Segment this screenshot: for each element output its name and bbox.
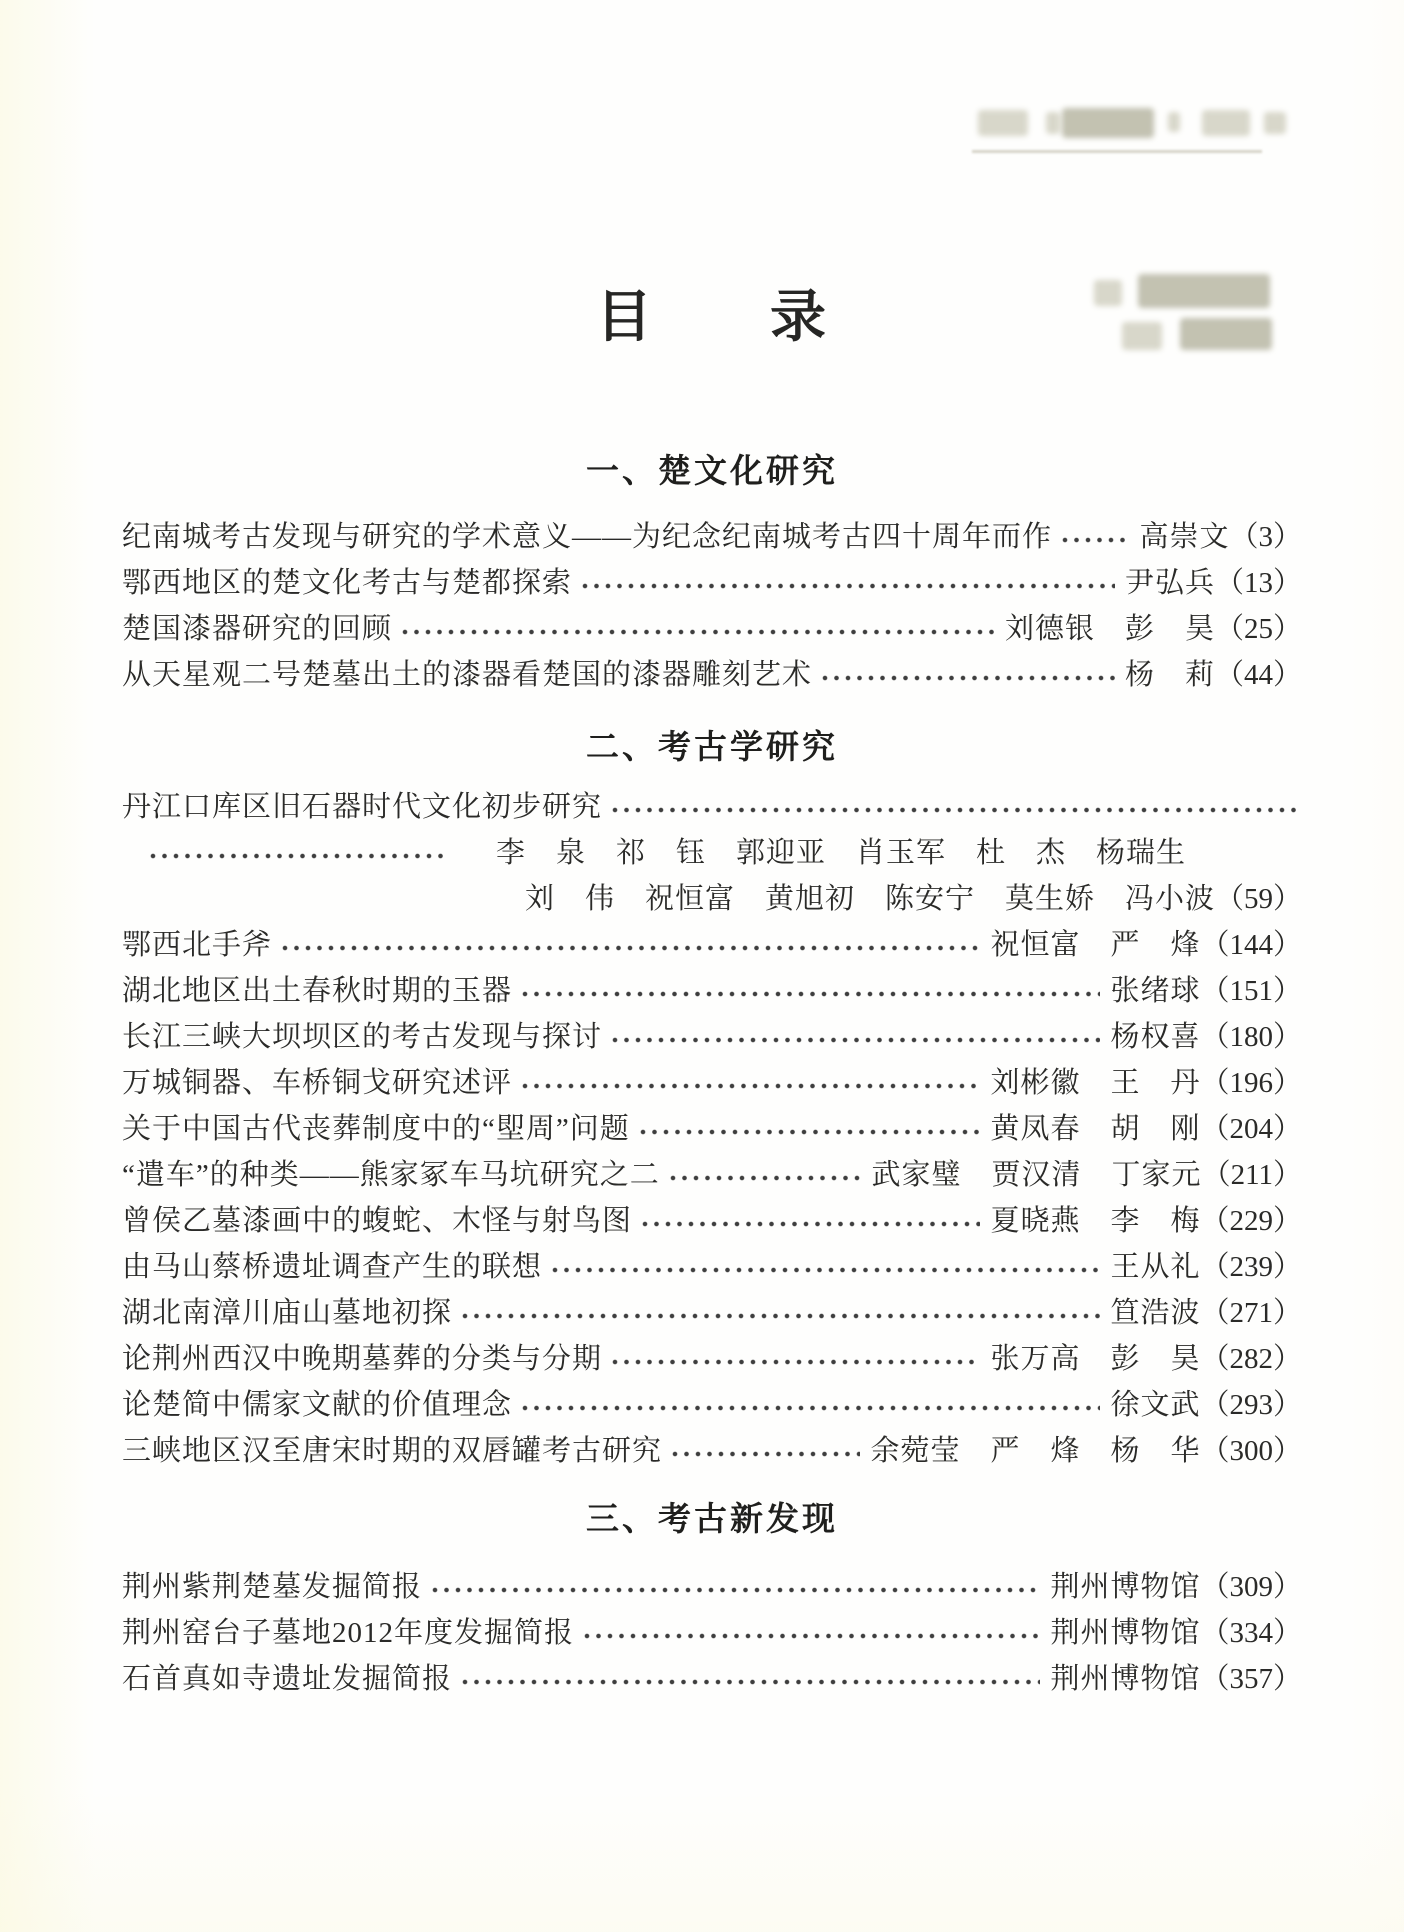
toc-entry-authors-row — [122, 830, 1302, 876]
entry-title: 论荆州西汉中晚期墓葬的分类与分期 — [122, 1343, 603, 1375]
toc-entry — [122, 652, 1302, 698]
entry-authors: 李 泉 祁 钰 郭迎亚 肖玉军 杜 杰 杨瑞生 — [496, 837, 1187, 869]
dot-leader — [638, 1106, 981, 1152]
entry-title: 丹江口库区旧石器时代文化初步研究 — [122, 791, 603, 823]
entry-page-number: （300） — [1200, 1435, 1302, 1467]
dot-leader — [520, 1060, 980, 1106]
toc-entry — [122, 1106, 1302, 1152]
entry-title: 关于中国古代丧葬制度中的“堲周”问题 — [122, 1113, 630, 1145]
entry-authors: 杨 莉 — [1124, 659, 1215, 691]
dot-leader — [550, 1244, 1100, 1290]
entry-page-number: （196） — [1200, 1067, 1302, 1099]
entry-page-number: （334） — [1200, 1617, 1302, 1649]
entry-right-group — [990, 1204, 1302, 1238]
toc-entry — [122, 1564, 1302, 1610]
entry-title: 鄂西地区的楚文化考古与楚都探索 — [122, 567, 573, 599]
toc-entry — [122, 1152, 1302, 1198]
entry-title: 鄂西北手斧 — [122, 929, 273, 961]
entry-title: 曾侯乙墓漆画中的蝮蛇、木怪与射鸟图 — [122, 1205, 633, 1237]
entry-authors: 夏晓燕 李 梅 — [990, 1205, 1201, 1237]
dot-leader — [1060, 514, 1129, 560]
dot-leader — [148, 830, 448, 876]
toc-entry — [122, 514, 1302, 560]
entry-right-group — [990, 1112, 1302, 1146]
toc-list — [122, 514, 1302, 698]
toc-sections — [122, 452, 1302, 1702]
entry-page-number: （293） — [1200, 1389, 1302, 1421]
entry-page-number: （144） — [1200, 929, 1302, 961]
entry-page-number: （204） — [1200, 1113, 1302, 1145]
entry-page-number: （271） — [1200, 1297, 1302, 1329]
section-header: 三、考古新发现 — [586, 1500, 838, 1537]
entry-authors: 张万高 彭 昊 — [990, 1343, 1201, 1375]
entry-authors: 刘 伟 祝恒富 黄旭初 陈安宁 莫生娇 冯小波 — [524, 883, 1215, 915]
entry-page-number: （44） — [1214, 659, 1302, 691]
dot-leader — [582, 1610, 1040, 1656]
toc-entry — [122, 1290, 1302, 1336]
toc-entry — [122, 784, 1302, 830]
dot-leader — [430, 1564, 1040, 1610]
dot-leader — [460, 1290, 1100, 1336]
entry-authors: 刘彬徽 王 丹 — [990, 1067, 1201, 1099]
entry-title: 湖北南漳川庙山墓地初探 — [122, 1297, 453, 1329]
dot-leader — [460, 1656, 1040, 1702]
entry-right-group — [1050, 1616, 1302, 1650]
toc-entry — [122, 1656, 1302, 1702]
entry-page-number: （239） — [1200, 1251, 1302, 1283]
entry-authors: 笪浩波 — [1110, 1297, 1201, 1329]
entry-title: 论楚简中儒家文献的价值理念 — [122, 1389, 513, 1421]
toc-entry — [122, 1428, 1302, 1474]
entry-title: 万城铜器、车桥铜戈研究述评 — [122, 1067, 513, 1099]
entry-authors: 荆州博物馆 — [1050, 1571, 1201, 1603]
dot-leader — [820, 652, 1115, 698]
entry-right-group — [872, 1158, 1302, 1192]
entry-page-number: （25） — [1214, 613, 1302, 645]
entry-title: “遣车”的种类——熊家冢车马坑研究之二 — [122, 1159, 660, 1191]
dot-leader — [400, 606, 995, 652]
dot-leader — [610, 1014, 1100, 1060]
entry-page-number: （151） — [1200, 975, 1302, 1007]
entry-authors: 荆州博物馆 — [1050, 1663, 1201, 1695]
toc-entry — [122, 1198, 1302, 1244]
toc-entry — [122, 1060, 1302, 1106]
dot-leader — [640, 1198, 980, 1244]
toc-entry — [122, 560, 1302, 606]
entry-authors: 武家璧 贾汉清 丁家元 — [871, 1159, 1202, 1191]
entry-right-group — [1110, 974, 1302, 1008]
toc-entry — [122, 606, 1302, 652]
entry-right-group — [990, 928, 1302, 962]
entry-right-group — [1125, 566, 1302, 600]
entry-right-group — [1110, 1388, 1302, 1422]
entry-title: 从天星观二号楚墓出土的漆器看楚国的漆器雕刻艺术 — [122, 659, 813, 691]
entry-title: 荆州窑台子墓地2012年度发掘简报 — [122, 1617, 575, 1649]
entry-page-number: （282） — [1200, 1343, 1302, 1375]
entry-right-group — [990, 1342, 1302, 1376]
entry-page-number: （309） — [1200, 1571, 1302, 1603]
entry-title: 纪南城考古发现与研究的学术意义——为纪念纪南城考古四十周年而作 — [122, 521, 1053, 553]
entry-authors: 高崇文 — [1139, 521, 1230, 553]
entry-authors: 祝恒富 严 烽 — [990, 929, 1201, 961]
dot-leader — [610, 1336, 980, 1382]
entry-page-number: （59） — [1214, 883, 1302, 915]
entry-authors: 王从礼 — [1110, 1251, 1201, 1283]
entry-authors: 尹弘兵 — [1124, 567, 1215, 599]
dot-leader — [520, 1382, 1100, 1428]
toc-entry — [122, 968, 1302, 1014]
entry-title: 由马山蔡桥遗址调查产生的联想 — [122, 1251, 543, 1283]
entry-page-number: （180） — [1200, 1021, 1302, 1053]
entry-right-group — [1110, 1250, 1302, 1284]
entry-right-group — [1050, 1662, 1302, 1696]
dot-leader — [670, 1428, 860, 1474]
entry-authors: 杨权喜 — [1110, 1021, 1201, 1053]
entry-authors: 刘德银 彭 昊 — [1004, 613, 1215, 645]
toc-entry — [122, 1336, 1302, 1382]
entry-authors: 余菀莹 严 烽 杨 华 — [870, 1435, 1201, 1467]
toc-entry — [122, 1014, 1302, 1060]
entry-title: 荆州紫荆楚墓发掘简报 — [122, 1571, 423, 1603]
toc-entry — [122, 1382, 1302, 1428]
section-header: 一、楚文化研究 — [586, 452, 838, 489]
toc-list — [122, 784, 1302, 1474]
dot-leader — [668, 1152, 862, 1198]
entry-right-group — [1050, 1570, 1302, 1604]
entry-title: 楚国漆器研究的回顾 — [122, 613, 393, 645]
section-header: 二、考古学研究 — [586, 728, 838, 765]
entry-right-group — [1139, 520, 1302, 554]
entry-right-group — [1110, 1296, 1302, 1330]
entry-title: 长江三峡大坝坝区的考古发现与探讨 — [122, 1021, 603, 1053]
dot-leader — [520, 968, 1100, 1014]
toc-entry — [122, 1244, 1302, 1290]
entry-authors: 黄凤春 胡 刚 — [990, 1113, 1201, 1145]
entry-authors: 张绪球 — [1110, 975, 1201, 1007]
entry-page-number: （3） — [1229, 521, 1302, 553]
entry-authors: 徐文武 — [1110, 1389, 1201, 1421]
entry-title: 石首真如寺遗址发掘简报 — [122, 1663, 453, 1695]
toc-list — [122, 1564, 1302, 1702]
entry-title: 三峡地区汉至唐宋时期的双唇罐考古研究 — [122, 1435, 663, 1467]
entry-page-number: （229） — [1200, 1205, 1302, 1237]
entry-page-number: （211） — [1201, 1159, 1302, 1191]
entry-page-number: （13） — [1214, 567, 1302, 599]
entry-title: 湖北地区出土春秋时期的玉器 — [122, 975, 513, 1007]
dot-leader — [280, 922, 980, 968]
entry-right-group — [870, 1434, 1302, 1468]
entry-right-group — [990, 1066, 1302, 1100]
entry-right-group — [1005, 612, 1302, 646]
toc-entry — [122, 1610, 1302, 1656]
dot-leader — [580, 560, 1115, 606]
entry-right-group — [1125, 658, 1302, 692]
entry-right-group — [1110, 1020, 1302, 1054]
dot-leader — [610, 784, 1302, 830]
entry-authors: 荆州博物馆 — [1050, 1617, 1201, 1649]
entry-page-number: （357） — [1200, 1663, 1302, 1695]
toc-entry-authors-row — [122, 876, 1302, 922]
page-title: 目 录 — [596, 287, 828, 349]
toc-entry — [122, 922, 1302, 968]
